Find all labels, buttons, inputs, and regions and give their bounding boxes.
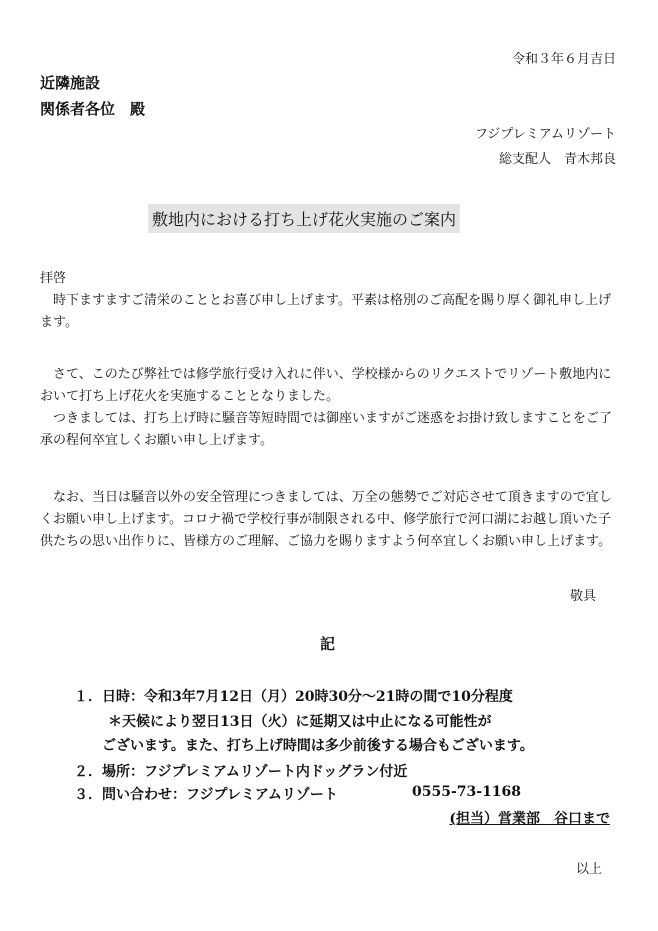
greeting: 拝啓	[40, 271, 67, 286]
paragraph-3: なお、当日は騒音以外の安全管理につきましては、万全の態勢でご対応させて頂きますので宜しくお願い申し上げます。コロナ禍で学校行事が制限される中、修学旅行で河口湖にお越し頂いた子供たちの思い出作りに、皆様方のご理解、ご協力を賜りますよう何卒宜しくお願い申し上げます。	[40, 490, 612, 549]
detail-note-weather: ＊天候により翌日13日（火）に延期又は中止になる可能性が	[108, 714, 492, 730]
paragraph-2b-text: つきましては、打ち上げ時に騒音等短時間では御座いますがご迷惑をお掛け致しますことをご了承の程何卒宜しくお願い申し上げます。	[40, 411, 613, 448]
details-heading: 記	[320, 635, 336, 653]
document-title: 敷地内における打ち上げ花火実施のご案内	[148, 204, 460, 233]
contact-phone: 0555-73-1168	[412, 784, 522, 800]
paragraph-2	[40, 364, 620, 452]
sender-organization: フジプレミアムリゾート	[474, 127, 616, 142]
closing-keigu: 敬具	[569, 589, 596, 604]
detail-item-location: ２．場所：フジプレミアムリゾート内ドッグラン付近	[74, 764, 408, 780]
paragraph-1: 時下ますますご清栄のこととお喜び申し上げます。平素は格別のご高配を賜り厚く御礼申し上げます。	[40, 293, 611, 330]
recipient-line-2: 関係者各位 殿	[40, 100, 146, 118]
end-mark: 以上	[575, 862, 602, 877]
recipient-line-1: 近隣施設	[40, 74, 101, 92]
paragraph-2-text: さて、このたび弊社では修学旅行受け入れに伴い、学校様からのリクエストでリゾート敷地内において打ち上げ花火を実施することとなりました。	[40, 367, 612, 404]
detail-note-time: ございます。また、打ち上げ時間は多少前後する場合もございます。	[102, 738, 534, 754]
sender-person: 総支配人 青木邦良	[498, 152, 616, 167]
contact-person: (担当）営業部 谷口まで	[449, 811, 610, 827]
detail-item-contact: ３．問い合わせ：フジプレミアムリゾート	[74, 787, 338, 803]
detail-item-datetime: １．日時：令和3年7月12日（月）20時30分～21時の間で10分程度	[74, 689, 513, 705]
document-date: 令和３年６月吉日	[511, 52, 616, 67]
